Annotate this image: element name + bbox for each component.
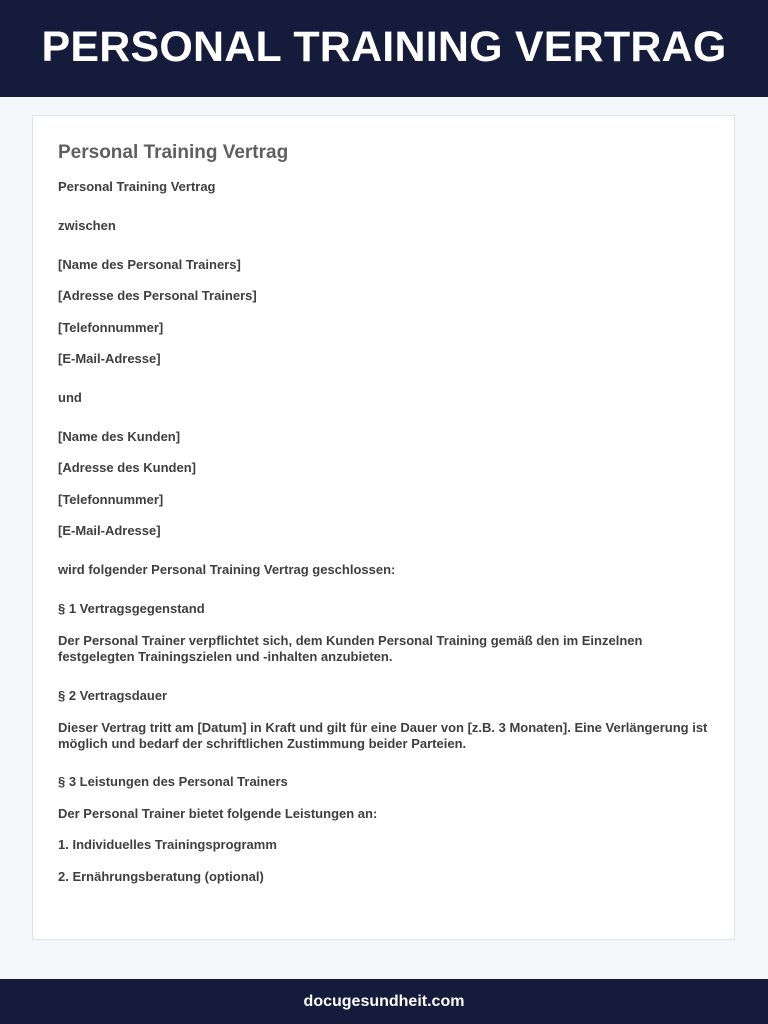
document-line: [Adresse des Kunden] <box>58 460 196 475</box>
list-item: 1. Individuelles Trainingsprogramm <box>58 837 277 852</box>
document-paragraph: Dieser Vertrag tritt am [Datum] in Kraft und gilt für eine Dauer von [z.B. 3 Monaten]. Eine Verlängerung ist möglich und bedarf der schriftlichen Zustimmung beider Parteien. <box>58 720 708 751</box>
document-line: und <box>58 390 82 405</box>
document-heading: Personal Training Vertrag <box>58 142 289 163</box>
document-line: [Telefonnummer] <box>58 492 164 507</box>
section-heading: § 3 Leistungen des Personal Trainers <box>58 774 288 789</box>
document-paragraph: Der Personal Trainer verpflichtet sich, dem Kunden Personal Training gemäß den im Einzelnen festgelegten Trainingszielen und -inhalten anzubieten. <box>58 633 643 664</box>
banner-title: PERSONAL TRAINING VERTRAG <box>41 22 727 71</box>
section-heading: § 2 Vertragsdauer <box>58 688 168 703</box>
list-item: 2. Ernährungsberatung (optional) <box>58 869 264 884</box>
document-line: zwischen <box>58 218 116 233</box>
document-line: [Telefonnummer] <box>58 320 164 335</box>
document-line: Personal Training Vertrag <box>58 179 216 194</box>
footer-site-link[interactable]: docugesundheit.com <box>303 992 465 1010</box>
document-line: [E-Mail-Adresse] <box>58 351 161 366</box>
header-banner <box>0 0 768 97</box>
section-heading: § 1 Vertragsgegenstand <box>58 601 205 616</box>
document-card <box>32 115 735 940</box>
document-line: [E-Mail-Adresse] <box>58 523 161 538</box>
document-line: wird folgender Personal Training Vertrag geschlossen: <box>58 562 396 577</box>
document-line: Der Personal Trainer bietet folgende Leistungen an: <box>58 806 378 821</box>
footer-bar <box>0 979 768 1024</box>
document-line: [Adresse des Personal Trainers] <box>58 288 257 303</box>
document-line: [Name des Kunden] <box>58 429 181 444</box>
document-line: [Name des Personal Trainers] <box>58 257 241 272</box>
